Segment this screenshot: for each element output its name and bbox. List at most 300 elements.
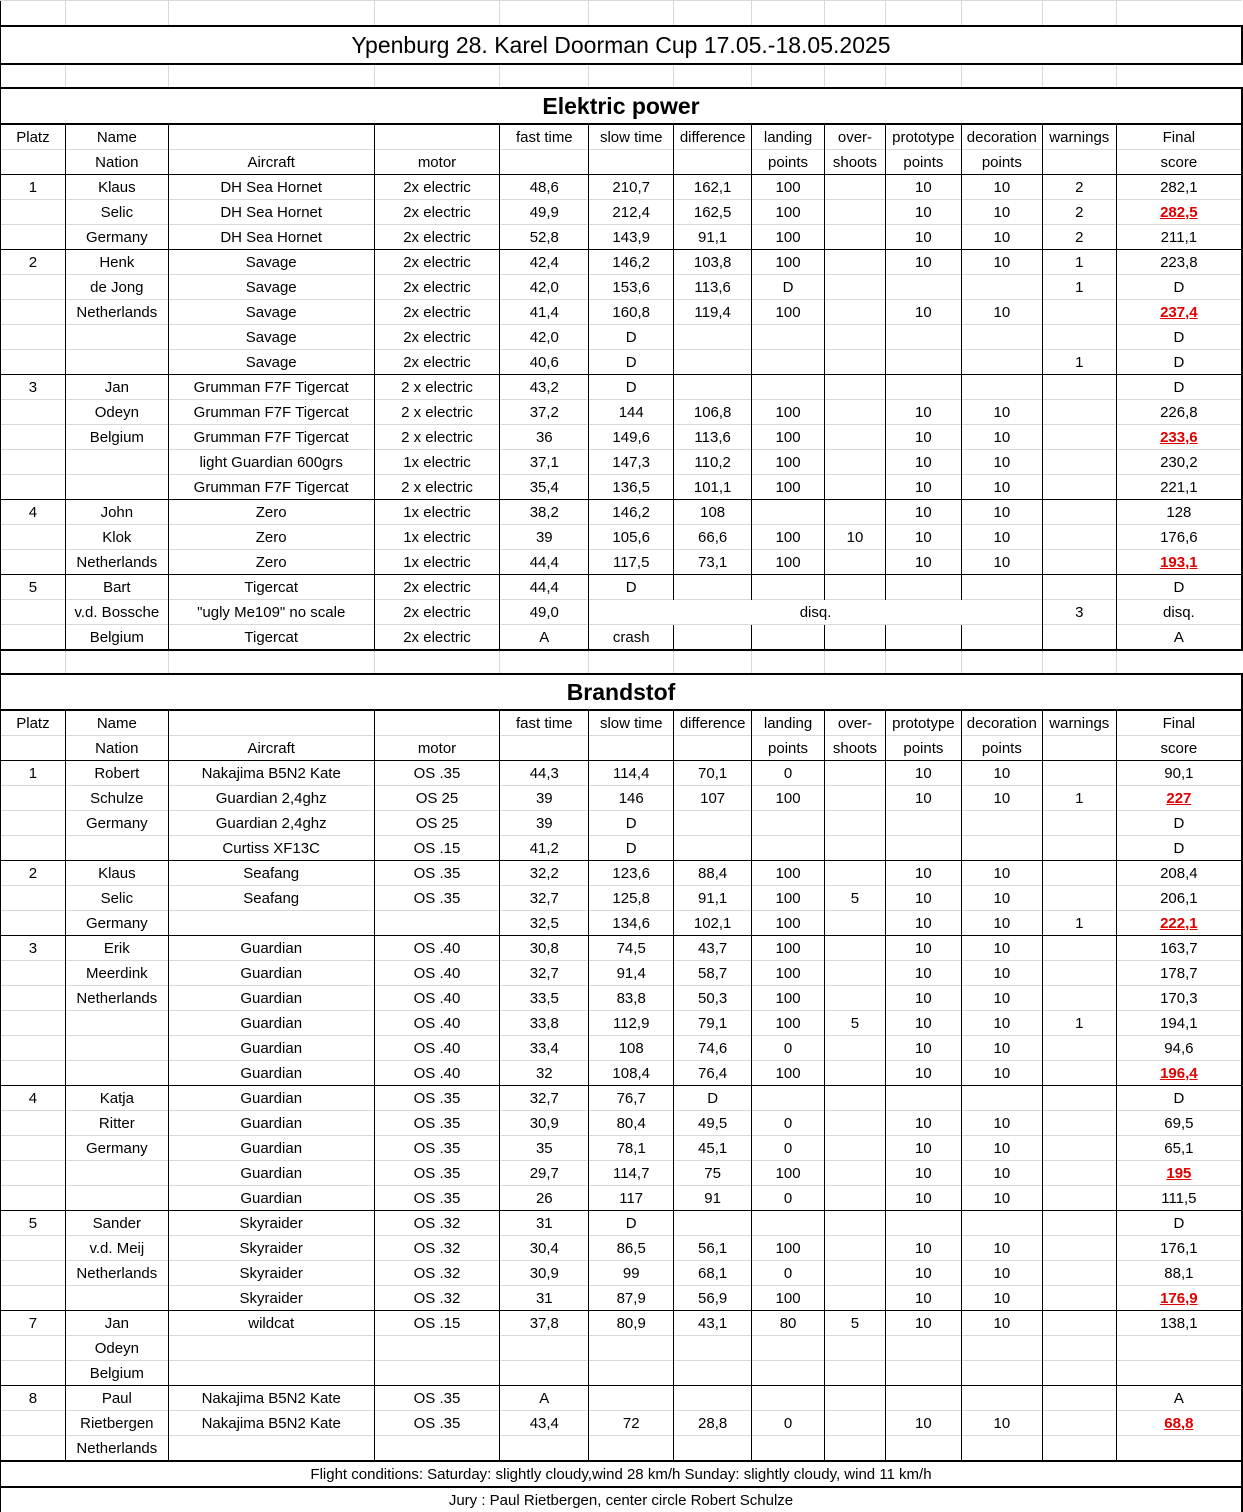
motor-cell: OS .35 [374,1136,500,1161]
decoration-cell: 10 [961,761,1042,786]
platz-cell: 3 [1,375,66,400]
name-cell [65,1186,168,1211]
table-row [1,1011,1243,1036]
difference-cell [674,1211,752,1236]
final-score-cell: 88,1 [1116,1261,1242,1286]
landing-cell [752,325,825,350]
motor-cell [374,1436,500,1462]
motor-cell: OS .35 [374,761,500,786]
platz-cell [1,600,66,625]
name-cell: Klok [65,525,168,550]
final-score-cell: 128 [1116,500,1242,525]
warnings-cell [1042,1086,1116,1111]
final-score-cell: 223,8 [1116,250,1242,275]
column-header: prototype [885,124,961,150]
table-row [1,350,1243,375]
aircraft-cell: Tigercat [168,575,374,600]
table-row [1,1211,1243,1236]
fast-time-cell: 48,6 [500,175,589,200]
landing-cell: 100 [752,1011,825,1036]
motor-cell: OS 25 [374,786,500,811]
fast-time-cell: 30,9 [500,1111,589,1136]
fast-time-cell: 29,7 [500,1161,589,1186]
name-cell: Bart [65,575,168,600]
column-header [1,150,66,175]
prototype-cell: 10 [885,1036,961,1061]
difference-cell: 58,7 [674,961,752,986]
spacer-row [1,650,1243,674]
warnings-cell [1042,1436,1116,1462]
platz-cell [1,1011,66,1036]
decoration-cell: 10 [961,1061,1042,1086]
platz-cell [1,1336,66,1361]
landing-cell: 100 [752,886,825,911]
warnings-cell [1042,986,1116,1011]
platz-cell [1,1286,66,1311]
section-title: Elektric power [1,88,1243,124]
fast-time-cell [500,1436,589,1462]
prototype-cell: 10 [885,250,961,275]
aircraft-cell: DH Sea Hornet [168,225,374,250]
overshoots-cell [825,1211,886,1236]
difference-cell: 76,4 [674,1061,752,1086]
prototype-cell [885,625,961,651]
warnings-cell [1042,625,1116,651]
landing-cell: 100 [752,986,825,1011]
platz-cell [1,400,66,425]
difference-cell: 66,6 [674,525,752,550]
difference-cell [674,1436,752,1462]
column-header: landing [752,710,825,736]
name-cell: Netherlands [65,986,168,1011]
motor-cell: OS 25 [374,811,500,836]
fast-time-cell: A [500,625,589,651]
landing-cell: 100 [752,911,825,936]
landing-cell: 0 [752,1186,825,1211]
warnings-cell [1042,1411,1116,1436]
table-row [1,550,1243,575]
fast-time-cell: 33,4 [500,1036,589,1061]
motor-cell: OS .40 [374,961,500,986]
table-row [1,1411,1243,1436]
overshoots-cell [825,175,886,200]
slow-time-cell: 108 [589,1036,674,1061]
column-header: motor [374,736,500,761]
motor-cell: 2x electric [374,275,500,300]
final-score-cell: A [1116,1386,1242,1411]
aircraft-cell: Skyraider [168,1286,374,1311]
decoration-cell: 10 [961,1411,1042,1436]
warnings-cell [1042,861,1116,886]
aircraft-cell [168,1336,374,1361]
aircraft-cell: Savage [168,275,374,300]
name-cell: Erik [65,936,168,961]
final-score-cell: D [1116,1086,1242,1111]
aircraft-cell: Nakajima B5N2 Kate [168,1411,374,1436]
landing-cell: 0 [752,1036,825,1061]
landing-cell [752,1436,825,1462]
overshoots-cell [825,550,886,575]
slow-time-cell: D [589,325,674,350]
motor-cell [374,1361,500,1386]
warnings-cell [1042,761,1116,786]
platz-cell: 2 [1,250,66,275]
final-score-cell: 226,8 [1116,400,1242,425]
difference-cell: 101,1 [674,475,752,500]
fast-time-cell: 33,8 [500,1011,589,1036]
table-row [1,200,1243,225]
prototype-cell: 10 [885,786,961,811]
column-header: score [1116,150,1242,175]
column-header: prototype [885,710,961,736]
aircraft-cell: Guardian [168,1161,374,1186]
decoration-cell: 10 [961,425,1042,450]
final-score-cell: 221,1 [1116,475,1242,500]
final-score-cell: D [1116,1211,1242,1236]
landing-cell: 100 [752,1236,825,1261]
header-row [1,150,1243,175]
decoration-cell: 10 [961,861,1042,886]
warnings-cell: 1 [1042,350,1116,375]
name-cell: Meerdink [65,961,168,986]
aircraft-cell: Guardian [168,986,374,1011]
aircraft-cell: Guardian [168,1061,374,1086]
column-header [1042,150,1116,175]
fast-time-cell: 32,5 [500,911,589,936]
slow-time-cell [589,1361,674,1386]
table-row [1,450,1243,475]
landing-cell: 100 [752,961,825,986]
overshoots-cell [825,500,886,525]
motor-cell: OS .40 [374,936,500,961]
difference-cell [674,575,752,600]
platz-cell [1,1111,66,1136]
name-cell [65,325,168,350]
name-cell: Paul [65,1386,168,1411]
final-score-cell: 138,1 [1116,1311,1242,1336]
table-row [1,886,1243,911]
decoration-cell: 10 [961,986,1042,1011]
table-row [1,600,1243,625]
column-header [500,150,589,175]
difference-cell [674,1336,752,1361]
final-score-cell: 227 [1116,786,1242,811]
final-score-cell: 282,1 [1116,175,1242,200]
column-header [168,124,374,150]
name-cell: John [65,500,168,525]
warnings-cell [1042,961,1116,986]
section-title: Brandstof [1,674,1243,710]
landing-cell: 80 [752,1311,825,1336]
prototype-cell: 10 [885,300,961,325]
table-row [1,1161,1243,1186]
name-cell: Henk [65,250,168,275]
motor-cell: 2 x electric [374,475,500,500]
slow-time-cell: 117,5 [589,550,674,575]
motor-cell: 2 x electric [374,400,500,425]
fast-time-cell: 31 [500,1286,589,1311]
platz-cell: 2 [1,861,66,886]
aircraft-cell: Savage [168,300,374,325]
warnings-cell [1042,400,1116,425]
final-score-cell: 65,1 [1116,1136,1242,1161]
warnings-cell [1042,550,1116,575]
fast-time-cell: 38,2 [500,500,589,525]
fast-time-cell: 35 [500,1136,589,1161]
table-row [1,375,1243,400]
decoration-cell [961,1386,1042,1411]
difference-cell: 70,1 [674,761,752,786]
column-header: shoots [825,736,886,761]
landing-cell [752,811,825,836]
fast-time-cell: 30,8 [500,936,589,961]
motor-cell: 1x electric [374,450,500,475]
platz-cell [1,325,66,350]
jury-note: Jury : Paul Rietbergen, center circle Robert Schulze [1,1487,1243,1512]
column-header: fast time [500,124,589,150]
fast-time-cell: 39 [500,811,589,836]
warnings-cell [1042,425,1116,450]
overshoots-cell [825,425,886,450]
prototype-cell: 10 [885,1136,961,1161]
name-cell [65,1286,168,1311]
slow-time-cell: D [589,575,674,600]
platz-cell: 4 [1,500,66,525]
slow-time-cell: 114,7 [589,1161,674,1186]
platz-cell [1,225,66,250]
motor-cell: OS .15 [374,1311,500,1336]
landing-cell: 100 [752,300,825,325]
table-row [1,1386,1243,1411]
slow-time-cell: 78,1 [589,1136,674,1161]
landing-cell: 100 [752,1061,825,1086]
warnings-cell [1042,1186,1116,1211]
difference-cell: 162,5 [674,200,752,225]
table-row [1,836,1243,861]
name-cell: Belgium [65,425,168,450]
prototype-cell: 10 [885,1236,961,1261]
column-header: points [885,150,961,175]
decoration-cell: 10 [961,175,1042,200]
overshoots-cell [825,1036,886,1061]
final-score-cell: 206,1 [1116,886,1242,911]
slow-time-cell: crash [589,625,674,651]
decoration-cell: 10 [961,1186,1042,1211]
decoration-cell [961,375,1042,400]
prototype-cell [885,1086,961,1111]
final-score-cell: 176,1 [1116,1236,1242,1261]
slow-time-cell: 72 [589,1411,674,1436]
slow-time-cell [589,1386,674,1411]
warnings-cell [1042,1261,1116,1286]
column-header: motor [374,150,500,175]
landing-cell: 0 [752,1411,825,1436]
platz-cell: 8 [1,1386,66,1411]
platz-cell [1,1186,66,1211]
name-cell [65,1011,168,1036]
prototype-cell [885,836,961,861]
difference-cell: 50,3 [674,986,752,1011]
platz-cell [1,475,66,500]
name-cell [65,1061,168,1086]
decoration-cell: 10 [961,786,1042,811]
prototype-cell: 10 [885,861,961,886]
column-header: points [885,736,961,761]
prototype-cell: 10 [885,475,961,500]
platz-cell: 5 [1,1211,66,1236]
aircraft-cell: Guardian [168,1011,374,1036]
warnings-cell [1042,450,1116,475]
prototype-cell [885,1211,961,1236]
difference-cell: 102,1 [674,911,752,936]
warnings-cell [1042,500,1116,525]
table-row [1,1261,1243,1286]
aircraft-cell: DH Sea Hornet [168,175,374,200]
decoration-cell: 10 [961,911,1042,936]
fast-time-cell: 39 [500,525,589,550]
overshoots-cell [825,1336,886,1361]
table-row [1,761,1243,786]
table-row [1,425,1243,450]
warnings-cell [1042,300,1116,325]
fast-time-cell: 44,4 [500,550,589,575]
overshoots-cell [825,225,886,250]
overshoots-cell [825,786,886,811]
name-cell: Selic [65,886,168,911]
warnings-cell [1042,936,1116,961]
final-score-cell: 176,6 [1116,525,1242,550]
difference-cell: 68,1 [674,1261,752,1286]
table-row [1,811,1243,836]
overshoots-cell [825,761,886,786]
motor-cell: OS .32 [374,1211,500,1236]
difference-cell: 45,1 [674,1136,752,1161]
column-header [674,150,752,175]
motor-cell: 1x electric [374,500,500,525]
overshoots-cell [825,1186,886,1211]
final-score-cell: A [1116,625,1242,651]
name-cell: Netherlands [65,1261,168,1286]
fast-time-cell: 32 [500,1061,589,1086]
table-row [1,1436,1243,1462]
overshoots-cell [825,1161,886,1186]
difference-cell [674,1386,752,1411]
prototype-cell: 10 [885,525,961,550]
platz-cell [1,811,66,836]
prototype-cell: 10 [885,400,961,425]
table-row [1,1186,1243,1211]
column-header [374,710,500,736]
column-header: Aircraft [168,150,374,175]
prototype-cell [885,1436,961,1462]
column-header: landing [752,124,825,150]
aircraft-cell: Grumman F7F Tigercat [168,400,374,425]
table-row [1,1336,1243,1361]
prototype-cell: 10 [885,1311,961,1336]
warnings-cell: 3 [1042,600,1116,625]
column-header: score [1116,736,1242,761]
overshoots-cell [825,1086,886,1111]
fast-time-cell: 39 [500,786,589,811]
slow-time-cell: 105,6 [589,525,674,550]
difference-cell: 56,9 [674,1286,752,1311]
motor-cell: 2x electric [374,175,500,200]
warnings-cell: 1 [1042,1011,1116,1036]
prototype-cell [885,575,961,600]
final-score-cell: 195 [1116,1161,1242,1186]
decoration-cell: 10 [961,250,1042,275]
platz-cell [1,525,66,550]
column-header [500,736,589,761]
aircraft-cell: Zero [168,525,374,550]
motor-cell: 1x electric [374,525,500,550]
aircraft-cell: Seafang [168,861,374,886]
slow-time-cell [589,1436,674,1462]
difference-cell: 110,2 [674,450,752,475]
overshoots-cell [825,625,886,651]
difference-cell: 73,1 [674,550,752,575]
slow-time-cell: 83,8 [589,986,674,1011]
platz-cell [1,300,66,325]
final-score-cell: D [1116,325,1242,350]
final-score-cell: 163,7 [1116,936,1242,961]
overshoots-cell [825,1136,886,1161]
warnings-cell [1042,1361,1116,1386]
landing-cell: 100 [752,936,825,961]
name-cell: Netherlands [65,1436,168,1462]
overshoots-cell [825,1261,886,1286]
aircraft-cell: wildcat [168,1311,374,1336]
overshoots-cell: 5 [825,886,886,911]
warnings-cell [1042,575,1116,600]
aircraft-cell: Grumman F7F Tigercat [168,475,374,500]
landing-cell: 100 [752,400,825,425]
column-header: decoration [961,124,1042,150]
fast-time-cell: 37,8 [500,1311,589,1336]
slow-time-cell: 80,9 [589,1311,674,1336]
decoration-cell: 10 [961,1111,1042,1136]
decoration-cell: 10 [961,225,1042,250]
platz-cell: 7 [1,1311,66,1336]
fast-time-cell: 35,4 [500,475,589,500]
landing-cell [752,1386,825,1411]
motor-cell: OS .40 [374,1061,500,1086]
decoration-cell: 10 [961,500,1042,525]
platz-cell: 5 [1,575,66,600]
table-row [1,575,1243,600]
platz-cell: 1 [1,175,66,200]
column-header: warnings [1042,124,1116,150]
table-row [1,625,1243,651]
decoration-cell: 10 [961,1261,1042,1286]
motor-cell: OS .35 [374,886,500,911]
decoration-cell [961,625,1042,651]
motor-cell: OS .40 [374,1036,500,1061]
landing-cell: 100 [752,1286,825,1311]
name-cell [65,350,168,375]
decoration-cell [961,350,1042,375]
difference-cell [674,375,752,400]
column-header: decoration [961,710,1042,736]
landing-cell: 100 [752,175,825,200]
fast-time-cell: 41,2 [500,836,589,861]
aircraft-cell: DH Sea Hornet [168,200,374,225]
aircraft-cell: Grumman F7F Tigercat [168,375,374,400]
landing-cell [752,1361,825,1386]
column-header: Nation [65,150,168,175]
column-header [589,150,674,175]
decoration-cell: 10 [961,300,1042,325]
